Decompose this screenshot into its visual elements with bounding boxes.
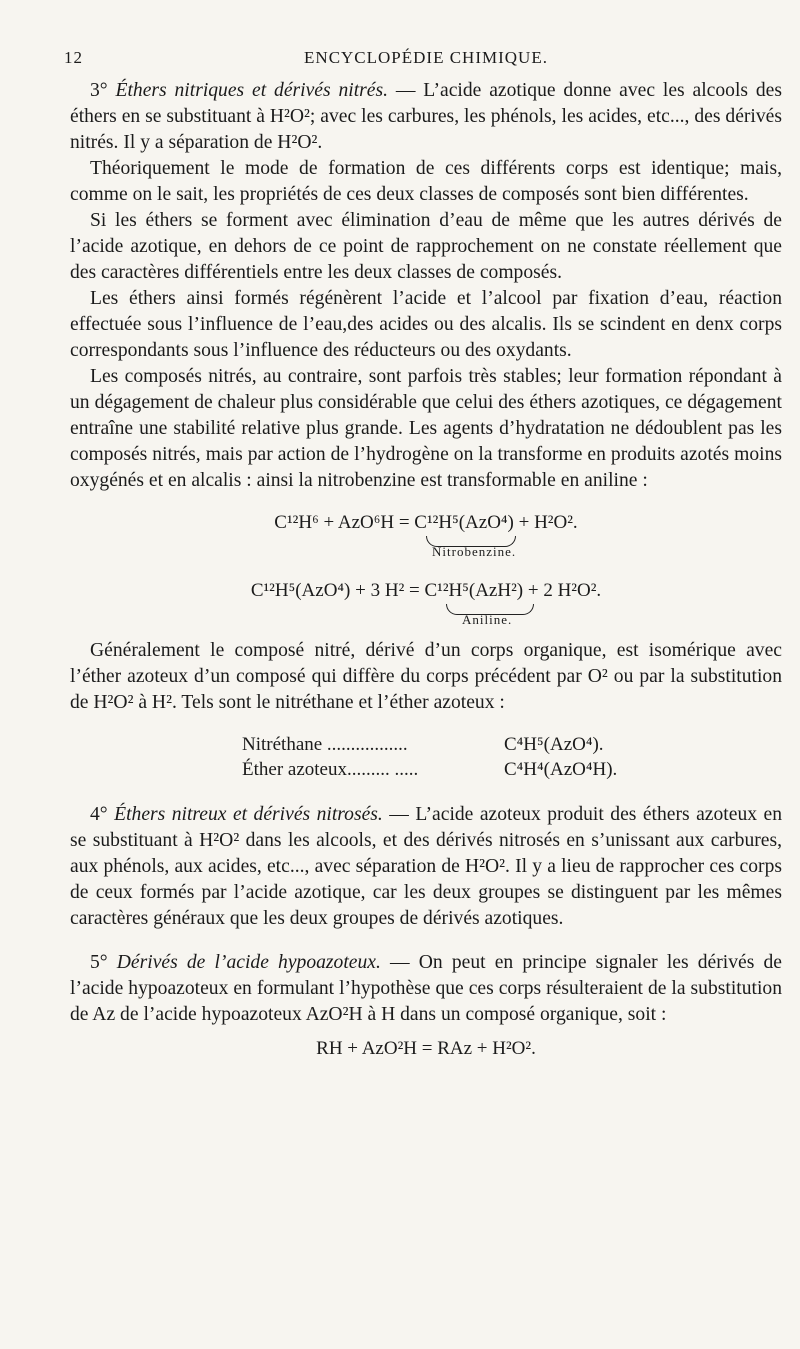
compound-name: Éther azoteux......... ..... bbox=[242, 759, 419, 780]
equation-1: C¹²H⁶ + AzO⁶H = C¹²H⁵(AzO⁴) + H²O². bbox=[274, 512, 578, 533]
section-3-text: — L’acide azotique donne avec les alcools des éthers en se substituant à H²O²; avec les carbures, les phénols, les acides, etc..., des dérivés nitrés. Il y a séparation de H²O². bbox=[70, 80, 782, 153]
section-5-title: Dérivés de l’acide hypoazoteux. bbox=[116, 952, 381, 973]
section-5-paragraph bbox=[70, 950, 782, 1028]
compound-row bbox=[70, 759, 782, 784]
label-nitrobenzine: Nitrobenzine. bbox=[432, 544, 517, 559]
compound-name: Nitréthane ................. bbox=[242, 734, 408, 755]
label-aniline: Aniline. bbox=[462, 612, 513, 627]
section-4-text: — L’acide azoteux produit des éthers azoteux en se substituant à H²O² dans les alcools, et des dérivés nitrosés en s’unissant aux carbures, aux phénols, aux acides, etc..., avec séparation de H²O². Il y a lieu de rapprocher ces corps de ceux formés par l’acide azotique, car les deux groupes se distinguent par les mêmes caractères généraux que les deux groupes de dérivés azotiques. bbox=[70, 804, 782, 929]
page-number: 12 bbox=[64, 48, 83, 67]
paragraph-theoretical: Théoriquement le mode de formation de ces différents corps est identique; mais, comme on le sait, les propriétés de ces deux classes de composés sont bien différentes. bbox=[70, 158, 782, 205]
running-head bbox=[64, 48, 782, 78]
section-5-number: 5° bbox=[90, 952, 108, 973]
section-4-paragraph bbox=[70, 802, 782, 932]
section-3-title: Éthers nitriques et dérivés nitrés. bbox=[115, 80, 388, 101]
equation-2: C¹²H⁵(AzO⁴) + 3 H² = C¹²H⁵(AzH²) + 2 H²O². bbox=[250, 580, 602, 601]
running-title: ENCYCLOPÉDIE CHIMIQUE. bbox=[304, 48, 548, 67]
equation-aniline bbox=[70, 580, 782, 630]
equation-nitrobenzine bbox=[70, 512, 782, 562]
compound-formula: C⁴H⁴(AzO⁴H). bbox=[504, 759, 618, 780]
section-3-paragraph bbox=[70, 78, 782, 156]
section-5-text: — On peut en principe signaler les dérivés de l’acide hypoazoteux en formulant l’hypothèse que ces corps résulteraient de la substitution de Az de l’acide hypoazoteux AzO²H à H dans un composé organique, soit : bbox=[70, 952, 782, 1025]
section-3-number: 3° bbox=[90, 80, 108, 101]
paragraph-ethers-form: Si les éthers se forment avec élimination d’eau de même que les autres dérivés de l’acide azotique, en dehors de ce point de rapprochement on ne constate réellement que des caractères différentiels entre les deux classes de composés. bbox=[70, 210, 782, 283]
compound-row bbox=[70, 734, 782, 759]
page bbox=[64, 48, 782, 1062]
equation-3: RH + AzO²H = RAz + H²O². bbox=[316, 1038, 536, 1059]
section-4-title: Éthers nitreux et dérivés nitrosés. bbox=[114, 804, 383, 825]
paragraph-isomeric: Généralement le composé nitré, dérivé d’un corps organique, est isomérique avec l’éther azoteux d’un composé qui diffère du corps précédent par O² ou par la substitution de H²O² à H². Tels sont le nitréthane et l’éther azoteux : bbox=[70, 640, 782, 713]
paragraph-ethers-regenerate: Les éthers ainsi formés régénèrent l’acide et l’alcool par fixation d’eau, réaction effectuée sous l’influence de l’eau,des acides ou des alcalis. Ils se scindent en denx corps correspondants sous l’influence des réducteurs ou des oxydants. bbox=[70, 288, 782, 361]
compound-formula: C⁴H⁵(AzO⁴). bbox=[504, 734, 604, 755]
section-4-number: 4° bbox=[90, 804, 108, 825]
paragraph-nitro-compounds: Les composés nitrés, au contraire, sont parfois très stables; leur formation répondant à un dégagement de chaleur plus considérable que celui des éthers azotiques, ce dégagement entraîne une stabilité relative plus grande. Les agents d’hydratation ne dédoublent pas les composés nitrés, mais par action de l’hydrogène on la transforme en produits azotés moins oxygénés et en alcalis : ainsi la nitrobenzine est transformable en aniline : bbox=[70, 366, 782, 491]
